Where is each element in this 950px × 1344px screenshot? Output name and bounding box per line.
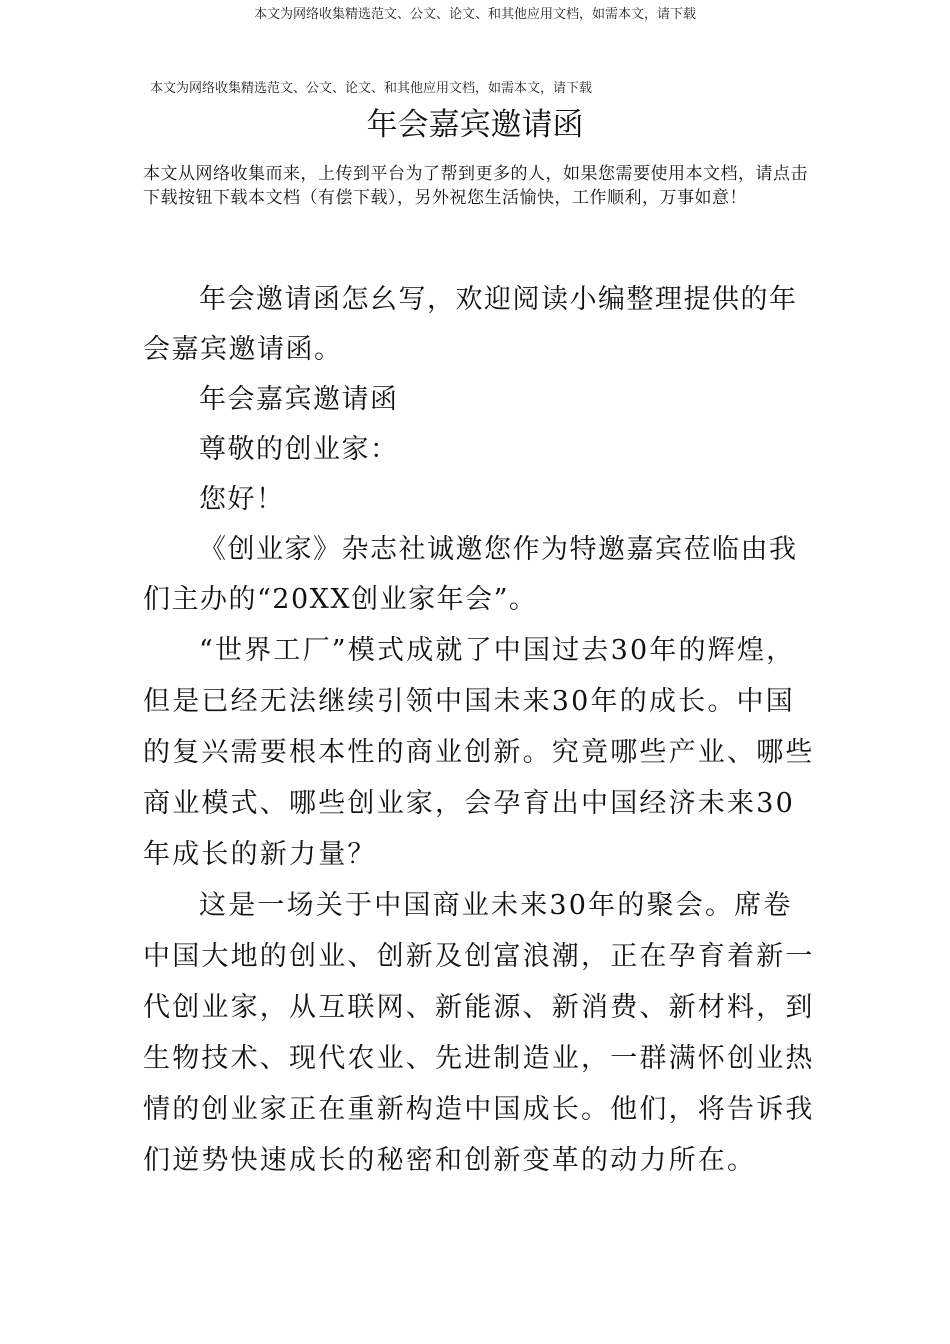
paragraph-subtitle: 年会嘉宾邀请函 — [199, 384, 399, 415]
document-title: 年会嘉宾邀请函 — [366, 107, 584, 143]
paragraph-salutation: 尊敬的创业家： — [199, 434, 399, 465]
paragraph-gathering: 这是一场关于中国商业未来30年的聚会。席卷中国大地的创业、创新及创富浪潮，正在孕育着新一代创业家，从互联网、新能源、新消费、新材料，到生物技术、现代农业、先进制造业，一群满怀创业热情的创业家正在重新构造中国成长。他们，将告诉我们逆势快速成长的秘密和创新变革的动力所在。 — [143, 890, 815, 1176]
paragraph-world-factory: “世界工厂”模式成就了中国过去30年的辉煌，但是已经无法继续引领中国未来30年的成长。中国的复兴需要根本性的商业创新。究竟哪些产业、哪些商业模式、哪些创业家，会孕育出中国经济未来30年成长的新力量？ — [143, 635, 815, 870]
paragraph-opening: 年会邀请函怎幺写，欢迎阅读小编整理提供的年会嘉宾邀请函。 — [143, 284, 798, 365]
paragraph-greeting: 您好！ — [199, 484, 285, 515]
paragraph-invitation: 《创业家》杂志社诚邀您作为特邀嘉宾莅临由我们主办的“20XX创业家年会”。 — [143, 534, 798, 615]
document-body — [143, 275, 815, 1186]
document-notice: 本文为网络收集精选范文、公文、论文、和其他应用文档，如需本文，请下载 — [150, 81, 593, 96]
page-header-notice: 本文为网络收集精选范文、公文、论文、和其他应用文档，如需本文，请下载 — [253, 7, 696, 22]
intro-paragraph: 本文从网络收集而来，上传到平台为了帮到更多的人，如果您需要使用本文档，请点击下载按钮下载本文档（有偿下载），另外祝您生活愉快，工作顺利，万事如意！ — [143, 164, 808, 208]
